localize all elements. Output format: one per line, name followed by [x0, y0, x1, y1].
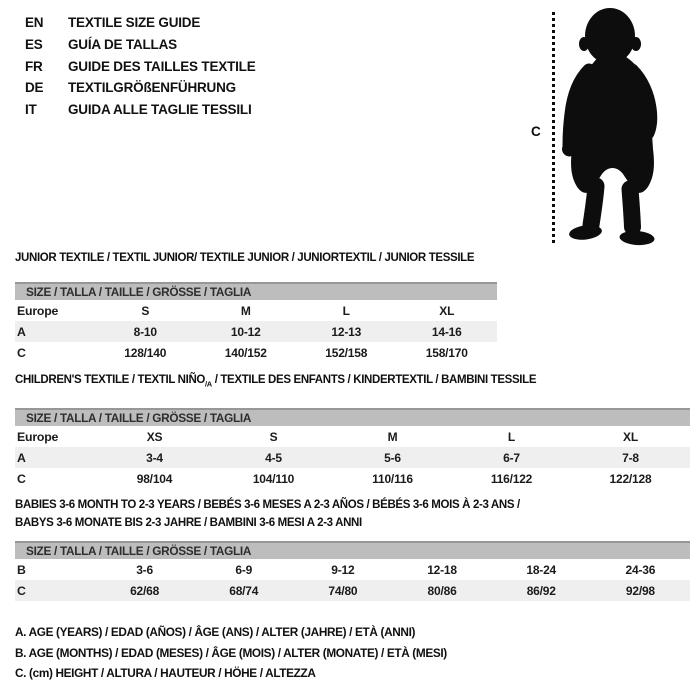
- title-line: BABIES 3-6 MONTH TO 2-3 YEARS / BEBÉS 3-6 MESES A 2-3 AÑOS / BÉBÉS 3-6 MOIS À 2-3 ANS /: [15, 499, 520, 511]
- cell: 3-4: [95, 447, 214, 468]
- cell: 5-6: [333, 447, 452, 468]
- cell: 9-12: [331, 562, 355, 577]
- cell: XL: [623, 429, 638, 444]
- list-item: [25, 12, 256, 34]
- section-title: JUNIOR TEXTILE / TEXTIL JUNIOR/ TEXTILE JUNIOR / JUNIORTEXTIL / JUNIOR TESSILE: [15, 252, 475, 264]
- children-size-table: [15, 408, 690, 489]
- section-title: [15, 373, 690, 391]
- cell: 6-7: [452, 447, 571, 468]
- cell: 12-13: [296, 321, 397, 342]
- row-label: Europe: [17, 303, 59, 318]
- cell: 122/128: [609, 471, 652, 486]
- height-figure: [528, 6, 678, 251]
- title-line: BABYS 3-6 MONATE BIS 2-3 JAHRE / BAMBINI 3-6 MESI A 2-3 ANNI: [15, 517, 362, 529]
- title-part: CHILDREN'S TEXTILE / TEXTIL NIÑO: [15, 374, 206, 386]
- height-measure-label: C: [531, 124, 541, 139]
- language-list: [25, 12, 256, 120]
- size-header: SIZE / TALLA / TAILLE / GRÖSSE / TAGLIA: [15, 542, 690, 559]
- cell: M: [387, 429, 398, 444]
- cell: 3-6: [136, 562, 153, 577]
- cell: 62/68: [95, 580, 194, 601]
- babies-size-table: [15, 541, 690, 601]
- table-row: [15, 342, 497, 363]
- cell: 158/170: [425, 345, 468, 360]
- list-item: [25, 77, 256, 99]
- row-label: Europe: [17, 429, 59, 444]
- cell: L: [507, 429, 516, 444]
- cell: 98/104: [136, 471, 173, 486]
- cell: 10-12: [196, 321, 297, 342]
- language-title: TEXTILE SIZE GUIDE: [68, 15, 201, 31]
- size-header: SIZE / TALLA / TAILLE / GRÖSSE / TAGLIA: [15, 409, 690, 426]
- row-label: C: [17, 471, 26, 486]
- row-label: A: [15, 321, 95, 342]
- language-title: TEXTILGRÖßENFÜHRUNG: [68, 80, 236, 96]
- cell: 6-9: [235, 562, 253, 577]
- cell: 4-5: [214, 447, 333, 468]
- cell: 128/140: [124, 345, 167, 360]
- title-part: / TEXTILE DES ENFANTS / KINDERTEXTIL / BAMBINI TESSILE: [211, 374, 537, 386]
- cell: 12-18: [427, 562, 457, 577]
- row-label: B: [17, 562, 26, 577]
- cell: 86/92: [492, 580, 591, 601]
- cell: 92/98: [591, 580, 690, 601]
- height-dotted-line: [552, 12, 555, 243]
- table-row: [15, 447, 690, 468]
- cell: 116/122: [490, 471, 533, 486]
- cell: 140/152: [224, 345, 267, 360]
- language-code: EN: [25, 15, 44, 31]
- children-section: [15, 373, 690, 489]
- cell: 152/158: [325, 345, 368, 360]
- row-label: A: [15, 447, 95, 468]
- toddler-silhouette-icon: [558, 6, 670, 248]
- cell: 18-24: [526, 562, 557, 577]
- language-title: GUIDA ALLE TAGLIE TESSILI: [68, 102, 252, 118]
- footnotes: [15, 622, 447, 684]
- babies-section: [15, 496, 690, 601]
- list-item: [25, 55, 256, 77]
- language-title: GUIDE DES TAILLES TEXTILE: [68, 58, 256, 74]
- footnote-c: C. (cm) HEIGHT / ALTURA / HAUTEUR / HÖHE / ALTEZZA: [15, 666, 316, 681]
- cell: 104/110: [252, 471, 295, 486]
- list-item: [25, 34, 256, 56]
- cell: 68/74: [194, 580, 293, 601]
- language-code: ES: [25, 37, 43, 53]
- list-item: [25, 99, 256, 121]
- cell: S: [141, 303, 150, 318]
- cell: 110/116: [372, 471, 413, 486]
- table-row: [15, 300, 497, 321]
- cell: S: [269, 429, 278, 444]
- table-row: [15, 580, 690, 601]
- cell: 8-10: [95, 321, 196, 342]
- cell: 14-16: [397, 321, 498, 342]
- language-title: GUÍA DE TALLAS: [68, 37, 177, 53]
- cell: XS: [146, 429, 163, 444]
- title-subscript: /A: [205, 379, 212, 389]
- section-title: [15, 496, 690, 532]
- footnote-a: A. AGE (YEARS) / EDAD (AÑOS) / ÂGE (ANS) / ALTER (JAHRE) / ETÀ (ANNI): [15, 625, 416, 639]
- table-row: [15, 321, 497, 342]
- table-row: [15, 426, 690, 447]
- table-row: [15, 559, 690, 580]
- language-code: FR: [25, 58, 43, 74]
- cell: XL: [439, 303, 455, 318]
- language-code: IT: [25, 102, 37, 118]
- table-row: [15, 468, 690, 489]
- junior-size-table: [15, 282, 497, 363]
- cell: 74/80: [293, 580, 392, 601]
- cell: 80/86: [392, 580, 491, 601]
- row-label: C: [15, 580, 95, 601]
- cell: L: [342, 303, 350, 318]
- cell: 24-36: [625, 562, 656, 577]
- language-code: DE: [25, 80, 44, 96]
- row-label: C: [17, 345, 26, 360]
- cell: 7-8: [571, 447, 690, 468]
- size-header: SIZE / TALLA / TAILLE / GRÖSSE / TAGLIA: [15, 283, 497, 300]
- junior-section: [15, 251, 497, 363]
- footnote-b: B. AGE (MONTHS) / EDAD (MESES) / ÂGE (MOIS) / ALTER (MONATE) / ETÀ (MESI): [15, 645, 447, 660]
- cell: M: [240, 303, 251, 318]
